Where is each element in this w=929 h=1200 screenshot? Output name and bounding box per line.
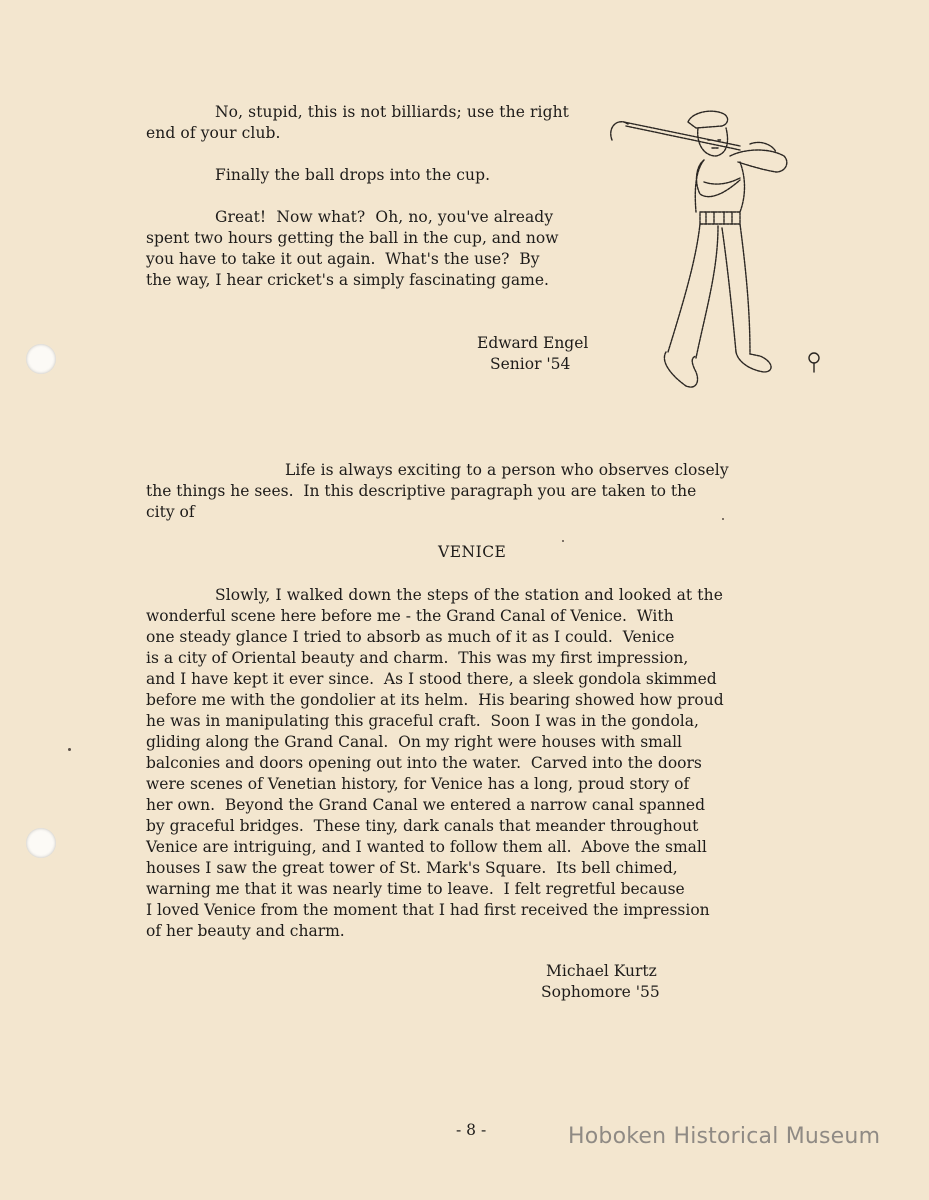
text-line: the things he sees. In this descriptive paragraph you are taken to the <box>146 482 697 500</box>
leg-right-outer <box>740 224 750 354</box>
text-line: Venice are intriguing, and I wanted to follow them all. Above the small <box>146 838 707 856</box>
binder-hole-bottom <box>26 828 56 858</box>
arm-right <box>730 150 787 172</box>
author-name: Edward Engel <box>477 334 589 352</box>
club-head <box>611 122 628 140</box>
paper-speck <box>68 748 71 751</box>
arm-left <box>697 160 740 197</box>
museum-watermark: Hoboken Historical Museum <box>568 1124 881 1149</box>
leg-right-inner <box>722 228 736 352</box>
venice-signature <box>541 961 660 1003</box>
golfer-illustration <box>600 100 840 400</box>
text-line: were scenes of Venetian history, for Venice has a long, proud story of <box>146 775 690 793</box>
author-class: Sophomore '55 <box>541 983 660 1001</box>
paper-speck <box>562 540 564 542</box>
text-line: her own. Beyond the Grand Canal we entered a narrow canal spanned <box>146 796 706 814</box>
author-class: Senior '54 <box>490 355 571 373</box>
text-line: warning me that it was nearly time to leave. I felt regretful because <box>146 880 685 898</box>
paper-speck <box>722 518 724 520</box>
text-line: and I have kept it ever since. As I stood there, a sleek gondola skimmed <box>146 670 717 688</box>
golf-paragraph-1-line-2: end of your club. <box>146 124 281 142</box>
shoe-right <box>736 352 771 372</box>
shoe-left <box>664 352 697 387</box>
author-name: Michael Kurtz <box>546 962 657 980</box>
text-line: city of <box>146 503 195 521</box>
text-line: by graceful bridges. These tiny, dark canals that meander throughout <box>146 817 699 835</box>
text-line: of her beauty and charm. <box>146 922 345 940</box>
text-line: I loved Venice from the moment that I had first received the impression <box>146 901 710 919</box>
leg-left-outer <box>668 224 700 352</box>
binder-hole-top <box>26 344 56 374</box>
leg-left-inner <box>696 226 718 358</box>
venice-body <box>146 606 724 942</box>
golf-ball <box>809 353 819 363</box>
text-line: balconies and doors opening out into the water. Carved into the doors <box>146 754 702 772</box>
golf-signature <box>477 333 588 375</box>
text-line: spent two hours getting the ball in the cup, and now <box>146 229 559 247</box>
text-line: is a city of Oriental beauty and charm. This was my first impression, <box>146 649 689 667</box>
text-line: wonderful scene here before me - the Grand Canal of Venice. With <box>146 607 674 625</box>
golf-paragraph-3-line-1: Great! Now what? Oh, no, you've already <box>215 208 554 226</box>
article-title: VENICE <box>438 543 507 561</box>
venice-body-line-1: Slowly, I walked down the steps of the station and looked at the <box>215 586 723 604</box>
text-line: one steady glance I tried to absorb as much of it as I could. Venice <box>146 628 675 646</box>
golf-paragraph-3-rest <box>146 228 558 291</box>
cap <box>688 111 728 128</box>
text-line: before me with the gondolier at its helm. His bearing showed how proud <box>146 691 724 709</box>
page-number: - 8 - <box>456 1121 487 1139</box>
golf-paragraph-2: Finally the ball drops into the cup. <box>215 166 491 184</box>
text-line: gliding along the Grand Canal. On my right were houses with small <box>146 733 682 751</box>
torso-right <box>740 162 745 212</box>
text-line: the way, I hear cricket's a simply fascinating game. <box>146 271 549 289</box>
text-line: you have to take it out again. What's the use? By <box>146 250 540 268</box>
text-line: houses I saw the great tower of St. Mark's Square. Its bell chimed, <box>146 859 678 877</box>
golf-paragraph-1-line-1: No, stupid, this is not billiards; use the right <box>215 103 570 121</box>
intro-line-1: Life is always exciting to a person who observes closely <box>285 461 729 479</box>
intro-rest <box>146 481 696 523</box>
text-line: he was in manipulating this graceful craft. Soon I was in the gondola, <box>146 712 699 730</box>
